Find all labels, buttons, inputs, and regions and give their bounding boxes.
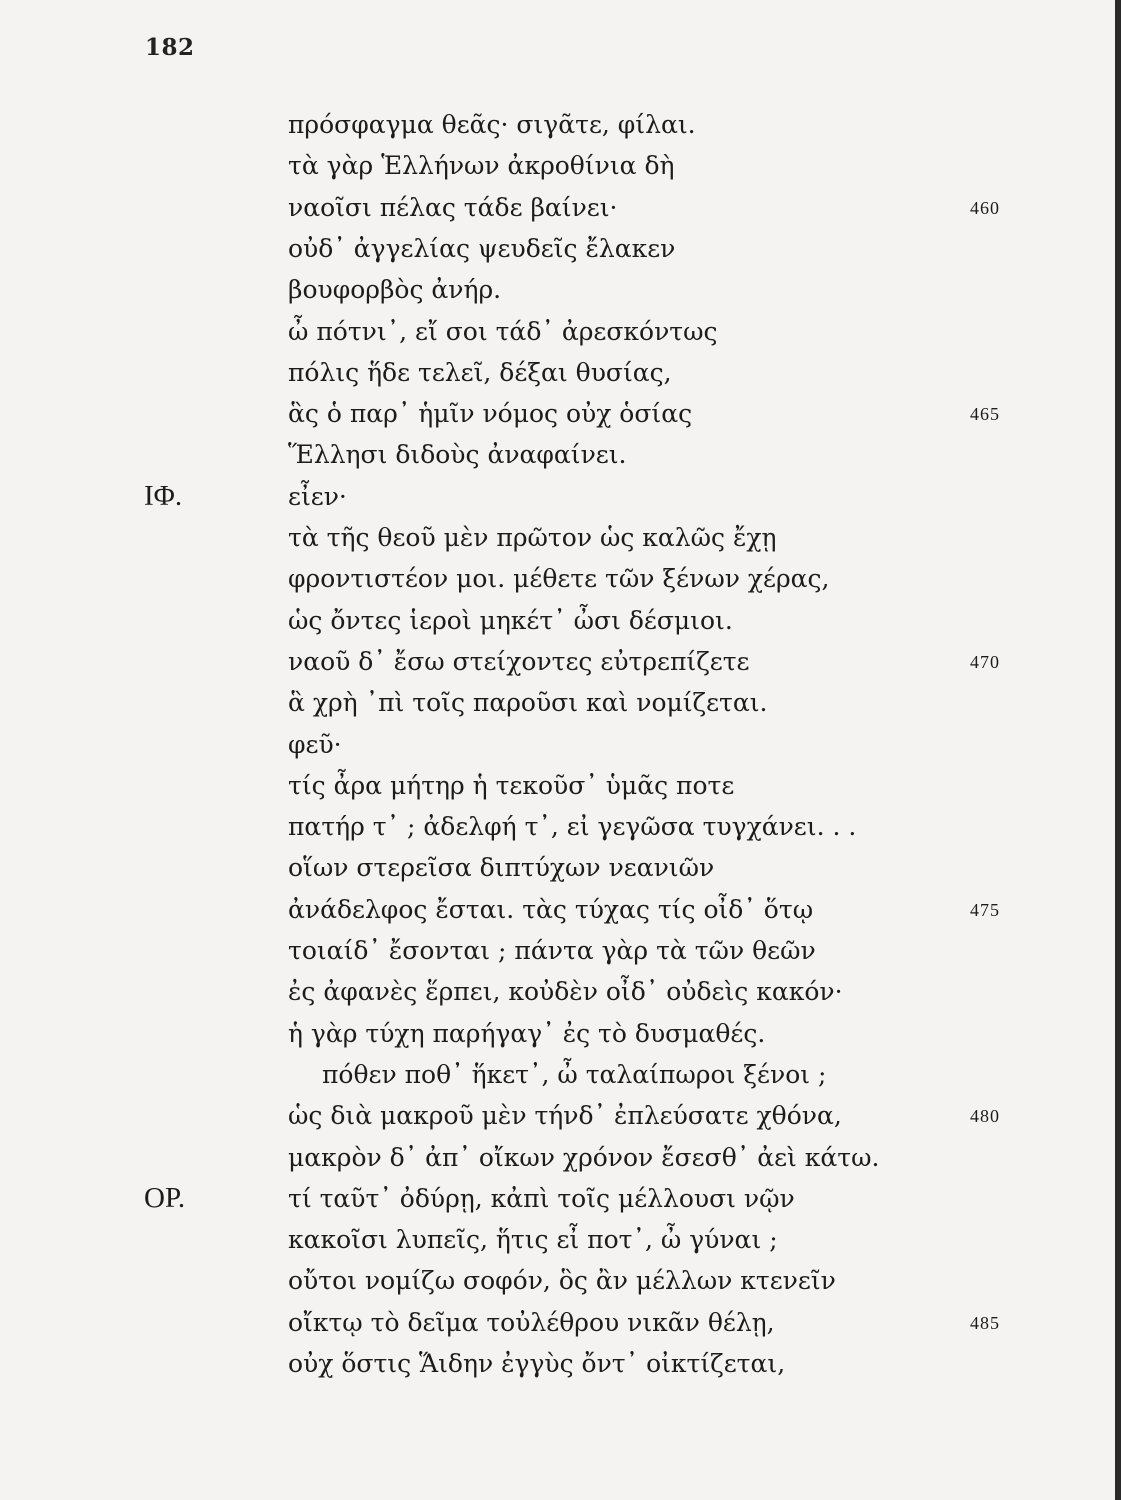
verse-text: ἀνάδελφος ἔσται. τὰς τύχας τίς οἶδ᾽ ὅτῳ	[288, 894, 814, 924]
verse-text: ἃς ὁ παρ᾽ ἡμῖν νόμος οὐχ ὁσίας	[288, 399, 693, 429]
verse-line	[0, 269, 1121, 310]
verse-line	[0, 682, 1121, 723]
verse-line	[0, 1137, 1121, 1178]
verse-text: τίς ἆρα μήτηρ ἡ τεκοῦσ᾽ ὑμᾶς ποτε	[288, 770, 735, 800]
verse-text: οὐδ᾽ ἀγγελίας ψευδεῖς ἔλακεν	[288, 233, 676, 263]
verse-text: ἐς ἀφανὲς ἕρπει, κοὐδὲν οἶδ᾽ οὐδεὶς κακόν·	[288, 977, 843, 1007]
verse-line	[0, 930, 1121, 971]
verse-line	[0, 1178, 1121, 1219]
verse-line	[0, 1095, 1121, 1136]
verse-text: εἶεν·	[288, 481, 347, 511]
verse-text: τοιαίδ᾽ ἔσονται ; πάντα γὰρ τὰ τῶν θεῶν	[288, 936, 816, 965]
verse-text: ὦ πότνι᾽, εἴ σοι τάδ᾽ ἀρεσκόντως	[288, 316, 718, 346]
verse-text: πατήρ τ᾽ ; ἀδελφή τ᾽, εἰ γεγῶσα τυγχάνει. . .	[288, 812, 857, 842]
verse-line	[0, 641, 1121, 682]
verse-line	[0, 806, 1121, 847]
line-number: 485	[970, 1312, 1000, 1333]
verse-line	[0, 724, 1121, 765]
verse-text: πόλις ἥδε τελεῖ, δέξαι θυσίας,	[288, 357, 672, 387]
verse-text: φεῦ·	[288, 729, 342, 759]
verse-line	[0, 765, 1121, 806]
line-number: 460	[970, 197, 1000, 218]
verse-text: οἴκτῳ τὸ δεῖμα τοὐλέθρου νικᾶν θέλῃ,	[288, 1307, 775, 1337]
verse-text: τί ταῦτ᾽ ὀδύρῃ, κἀπὶ τοῖς μέλλουσι νῷν	[288, 1183, 795, 1213]
verse-line	[0, 476, 1121, 517]
line-number: 480	[970, 1106, 1000, 1127]
verse-line	[0, 187, 1121, 228]
speaker-label: ΟΡ.	[144, 1181, 186, 1214]
page-edge-shadow	[1115, 0, 1121, 1500]
verse-text: οὔτοι νομίζω σοφόν, ὃς ἂν μέλλων κτενεῖν	[288, 1266, 836, 1296]
verse-line	[0, 145, 1121, 186]
verse-text: ἃ χρὴ ᾽πὶ τοῖς παροῦσι καὶ νομίζεται.	[288, 688, 768, 718]
verse-line	[0, 1260, 1121, 1301]
verse-line	[0, 600, 1121, 641]
verse-line	[0, 1013, 1121, 1054]
verse-text: πρόσφαγμα θεᾶς· σιγᾶτε, φίλαι.	[288, 110, 696, 139]
verse-line	[0, 104, 1121, 145]
verse-text: βουφορβὸς ἀνήρ.	[288, 275, 502, 305]
speaker-label: ΙΦ.	[144, 479, 183, 512]
verse-line	[0, 228, 1121, 269]
verse-text: ἡ γὰρ τύχη παρήγαγ᾽ ἐς τὸ δυσμαθές.	[288, 1018, 766, 1048]
verse-line	[0, 1343, 1121, 1384]
verse-line	[0, 311, 1121, 352]
verse-line	[0, 971, 1121, 1012]
verse-text: κακοῖσι λυπεῖς, ἥτις εἶ ποτ᾽, ὦ γύναι ;	[288, 1225, 778, 1255]
verse-line	[0, 1219, 1121, 1260]
verse-line	[0, 847, 1121, 888]
verse-text: Ἕλλησι διδοὺς ἀναφαίνει.	[288, 440, 627, 470]
verse-text: τὰ τῆς θεοῦ μὲν πρῶτον ὡς καλῶς ἔχῃ	[288, 523, 777, 552]
verse-text: ὡς ὄντες ἱεροὶ μηκέτ᾽ ὦσι δέσμιοι.	[288, 605, 733, 635]
verse-text: μακρὸν δ᾽ ἀπ᾽ οἴκων χρόνον ἔσεσθ᾽ ἀεὶ κάτω.	[288, 1142, 880, 1172]
verse-line	[0, 393, 1121, 434]
verse-text: φροντιστέον μοι. μέθετε τῶν ξένων χέρας,	[288, 564, 830, 594]
verse-text: ὡς διὰ μακροῦ μὲν τήνδ᾽ ἐπλεύσατε χθόνα,	[288, 1101, 842, 1131]
verse-line	[0, 558, 1121, 599]
verse-line	[0, 517, 1121, 558]
verse-text: τὰ γὰρ Ἑλλήνων ἀκροθίνια δὴ	[288, 151, 675, 181]
verse-line	[0, 1302, 1121, 1343]
verse-text: ναοῖσι πέλας τάδε βαίνει·	[288, 192, 618, 222]
verse-text: πόθεν ποθ᾽ ἥκετ᾽, ὦ ταλαίπωροι ξένοι ;	[322, 1059, 827, 1089]
line-number: 465	[970, 404, 1000, 425]
verse-line	[0, 434, 1121, 475]
line-number: 475	[970, 899, 1000, 920]
verse-line	[0, 352, 1121, 393]
line-number: 470	[970, 651, 1000, 672]
verse-line	[0, 889, 1121, 930]
verse-text: οὐχ ὅστις Ἅιδην ἐγγὺς ὄντ᾽ οἰκτίζεται,	[288, 1349, 786, 1378]
page-number: 182	[145, 34, 195, 61]
verse-line	[0, 1054, 1121, 1095]
verse-text: οἵων στερεῖσα διπτύχων νεανιῶν	[288, 853, 715, 883]
verse-text: ναοῦ δ᾽ ἔσω στείχοντες εὐτρεπίζετε	[288, 646, 750, 676]
